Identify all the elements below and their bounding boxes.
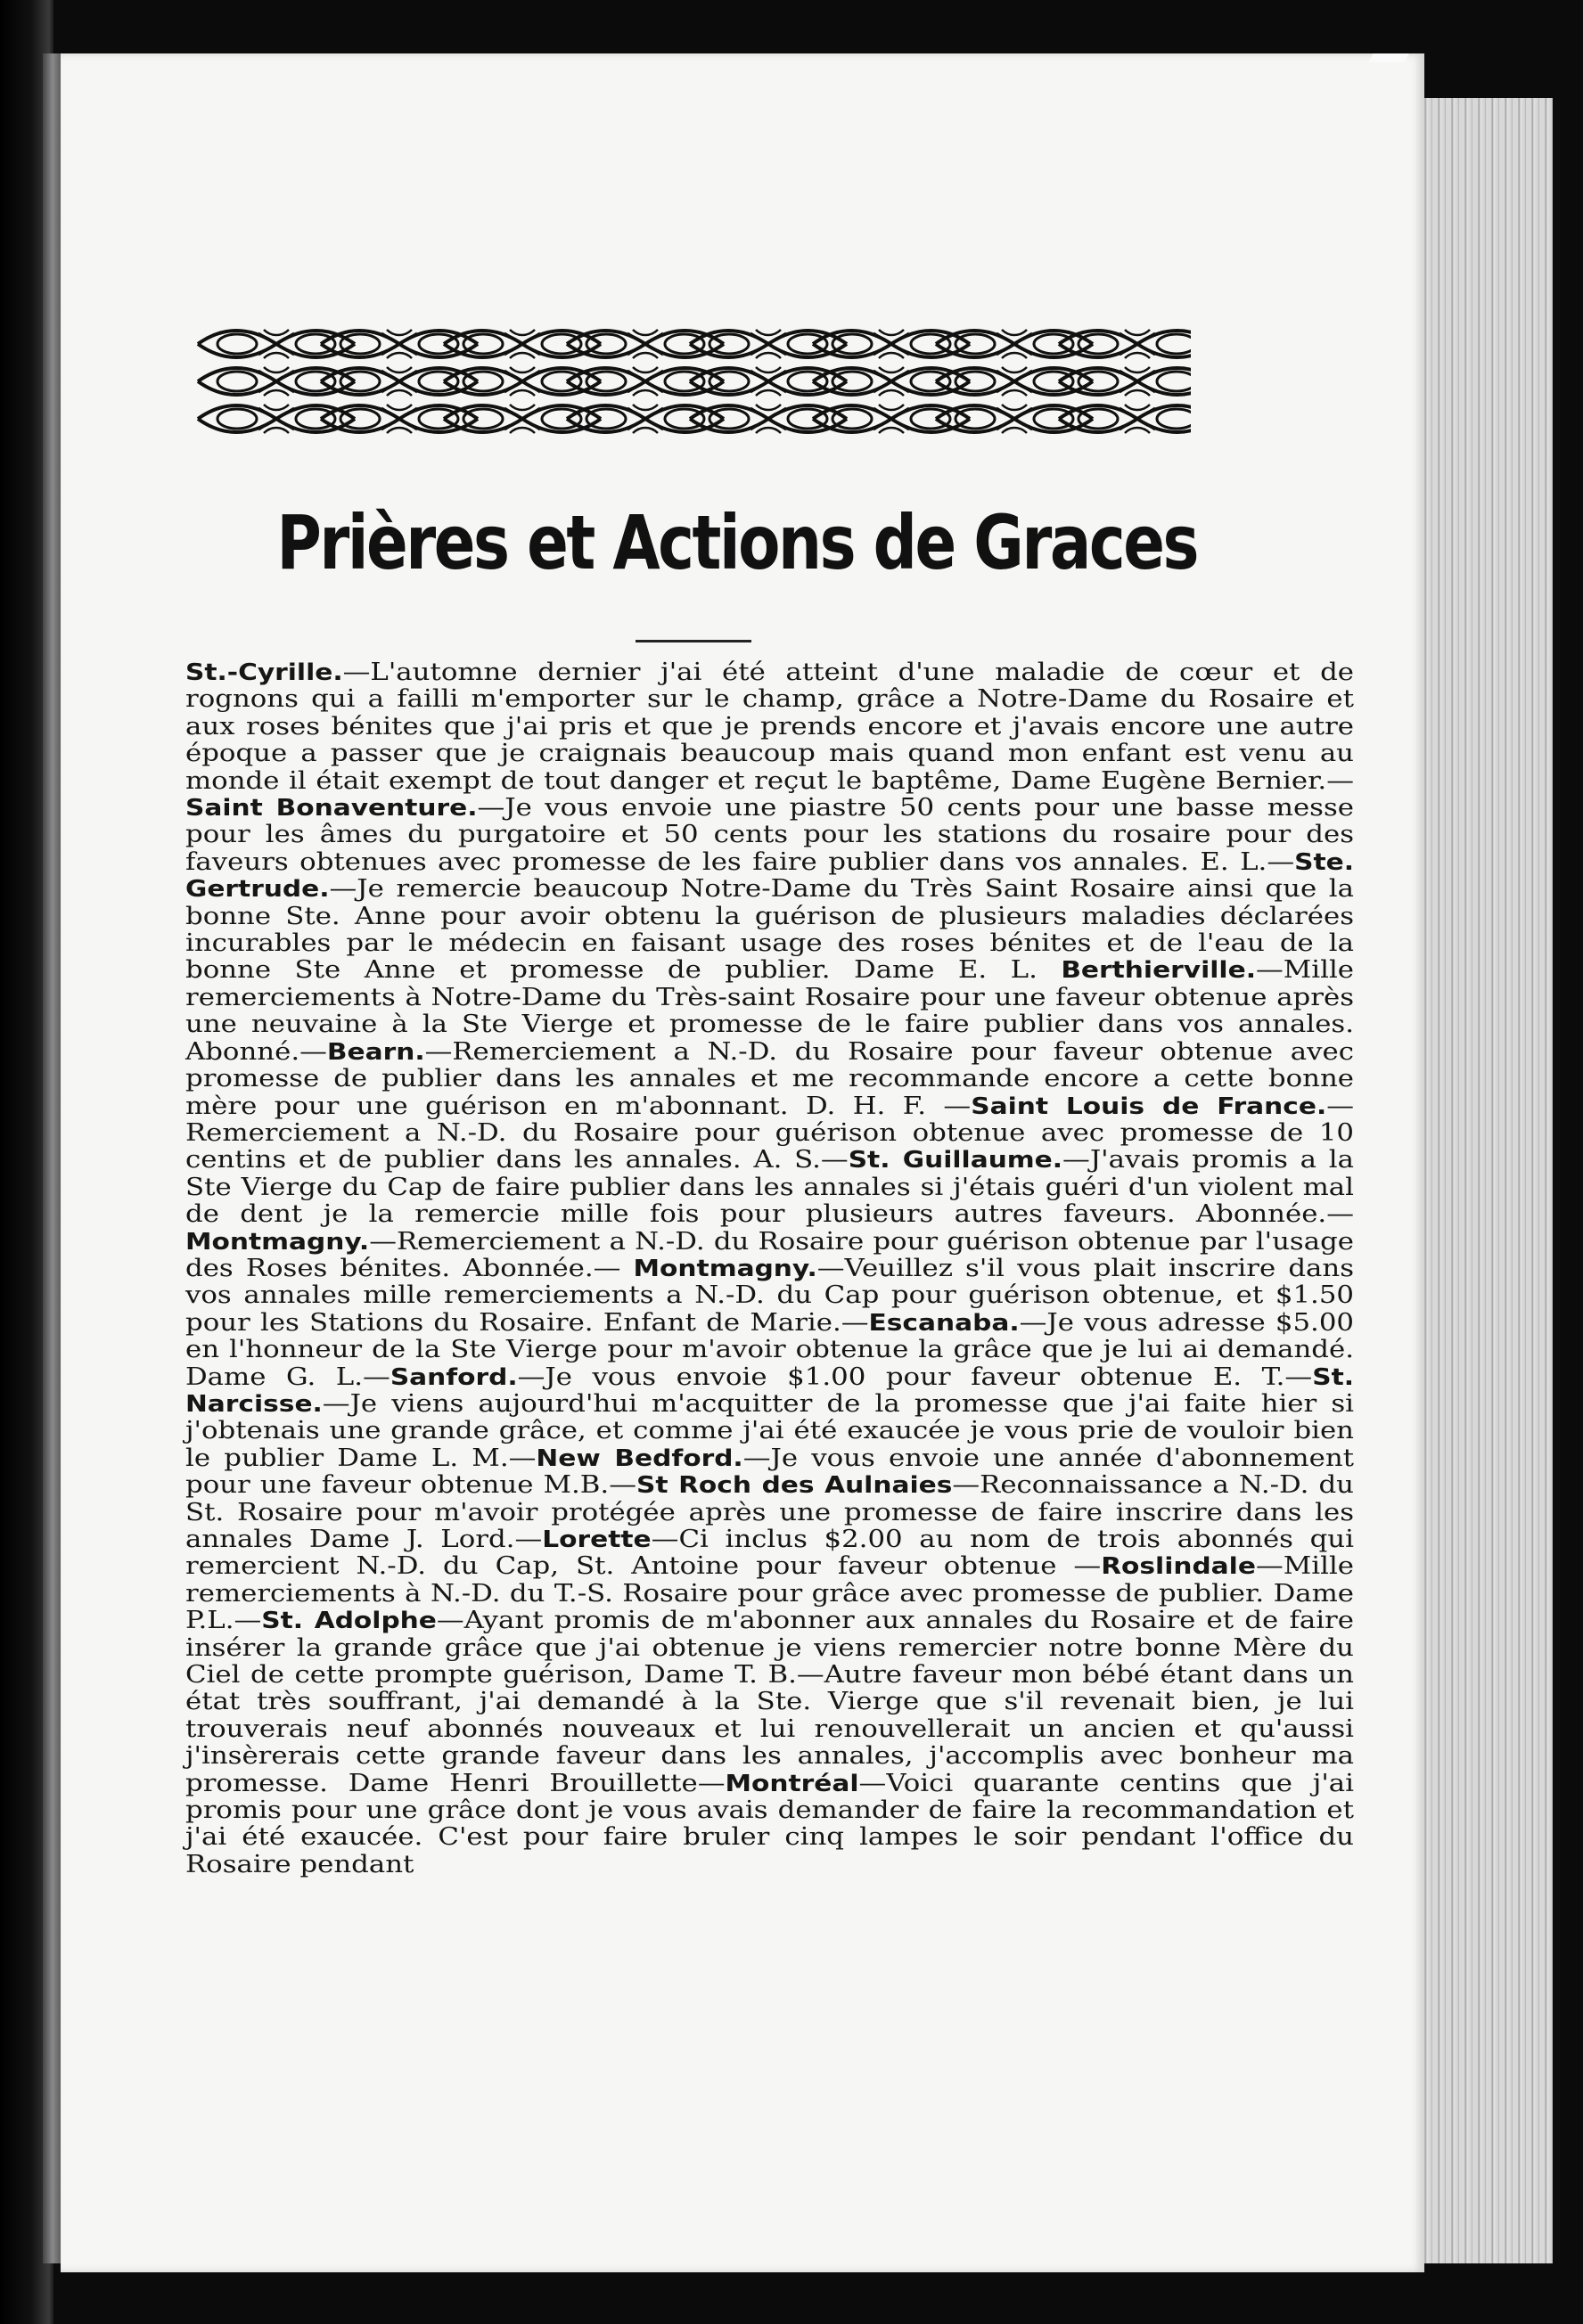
- entry-text: —Remerciement a N.-D. du Rosaire pour guérison obtenue avec promesse de 10 centins et de publier dans les annales. A. S.—: [185, 1092, 1354, 1174]
- entry-text: —Veuillez s'il vous plait inscrire dans vos annales mille remerciements a N.-D. du Cap pour guérison obtenue, et $1.50 pour les Stations du Rosaire. Enfant de Marie.—: [185, 1254, 1354, 1337]
- place-name: St. Narcisse.: [185, 1363, 1354, 1418]
- body-text: [185, 659, 1354, 1878]
- place-name: Bearn.: [326, 1038, 425, 1066]
- entry-text: —Je viens aujourd'hui m'acquitter de la promesse que j'ai faite hier si j'obtenais une grande grâce, et comme j'ai été exaucée je vous prie de vouloir bien le publier Dame L. M.—: [185, 1389, 1354, 1472]
- place-name: Escanaba.: [868, 1309, 1020, 1337]
- decorative-header-ornament: [196, 315, 1191, 467]
- title-divider: [636, 640, 751, 642]
- entry-text: —Je vous adresse $5.00 en l'honneur de la Ste Vierge pour m'avoir obtenue la grâce que je lui ai demandé. Dame G. L.—: [185, 1308, 1354, 1391]
- place-name: Berthierville.: [1061, 957, 1256, 985]
- book-page: [61, 53, 1424, 2272]
- place-name: Saint Bonaventure.: [185, 795, 478, 822]
- place-name: Saint Louis de France.: [971, 1092, 1327, 1120]
- entry-text: —J'avais promis a la Ste Vierge du Cap de faire publier dans les annales si j'étais guéri d'un violent mal de dent je la remercie mille fois pour plusieurs autres faveurs. Abonnée.—: [185, 1146, 1354, 1229]
- place-name: St. Guillaume.: [848, 1147, 1063, 1174]
- place-name: St.-Cyrille.: [185, 659, 343, 686]
- entry-text: —Ci inclus $2.00 au nom de trois abonnés qui remercient N.-D. du Cap, St. Antoine pour faveur obtenue —: [185, 1526, 1354, 1581]
- place-name: St. Adolphe: [261, 1608, 437, 1635]
- entry-text: —Remerciement a N.-D. du Rosaire pour faveur obtenue avec promesse de publier dans les annales et me recommande encore a cette bonne mère pour une guérison en m'abonnant. D. H. F. —: [185, 1037, 1354, 1120]
- entry-text: —Je vous envoie une piastre 50 cents pour une basse messe pour les âmes du purgatoire et 50 cents pour les stations du rosaire pour des faveurs obtenues avec promesse de les faire publier dans vos annales. E. L.—: [185, 794, 1354, 876]
- place-name: Ste. Gertrude.: [185, 848, 1354, 904]
- entry-text: —Remerciement a N.-D. du Rosaire pour guérison obtenue par l'usage des Roses bénites. Abonnée.—: [185, 1227, 1354, 1282]
- entry-text: —Mille remerciements à Notre-Dame du Très-saint Rosaire pour une faveur obtenue après une neuvaine à la Ste Vierge et promesse de le faire publier dans vos annales. Abonné.—: [185, 956, 1354, 1066]
- page-stack-edge: [1417, 98, 1553, 2263]
- page-title: Prières et Actions de Graces: [276, 499, 1198, 586]
- facing-page-edge: [43, 53, 62, 2263]
- entry-text: —Voici quarante centins que j'ai promis pour une grâce dont je vous avais demander de faire la recommandation et j'ai été exaucée. C'est pour faire bruler cinq lampes le soir pendant l'office du Rosaire pendant: [185, 1769, 1354, 1878]
- entry-text: —L'automne dernier j'ai été atteint d'une maladie de cœur et de rognons qui a failli m'emporter sur le champ, grâce a Notre-Dame du Rosaire et aux roses bénites que j'ai pris et que je prends encore et j'avais encore une autre époque a passer que je craignais beaucoup mais quand mon enfant est venu au monde il était exempt de tout danger et reçut le baptême, Dame Eugène Bernier.—: [185, 659, 1354, 795]
- place-name: St Roch des Aulnaies: [636, 1472, 953, 1500]
- entry-text: —Je vous envoie $1.00 pour faveur obtenue E. T.—: [517, 1362, 1313, 1391]
- place-name: Sanford.: [390, 1363, 518, 1391]
- place-name: Montréal: [725, 1770, 859, 1797]
- place-name: Lorette: [542, 1526, 652, 1553]
- entry-text: —Reconnaissance a N.-D. du St. Rosaire pour m'avoir protégée après une promesse de faire inscrire dans les annales Dame J. Lord.—: [185, 1471, 1354, 1553]
- place-name: Roslindale: [1101, 1553, 1256, 1581]
- entry-text: —Je remercie beaucoup Notre-Dame du Très Saint Rosaire ainsi que la bonne Ste. Anne pour avoir obtenu la guérison de plusieurs maladies déclarées incurables par le médecin en faisant usage des roses bénites et de l'eau de la bonne Ste Anne et promesse de publier. Dame E. L.: [185, 875, 1355, 985]
- entry-text: —Mille remerciements à N.-D. du T.-S. Rosaire pour grâce avec promesse de publier. Dame P.L.—: [185, 1552, 1354, 1635]
- entry-text: —Ayant promis de m'abonner aux annales du Rosaire et de faire insérer la grande grâce que j'ai obtenue je viens remercier notre bonne Mère du Ciel de cette prompte guérison, Dame T. B.—Autre faveur mon bébé étant dans un état très souffrant, j'ai demandé à la Ste. Vierge que s'il revenait bien, je lui trouverais neuf abonnés nouveaux et lui renouvellerait un ancien et qu'aussi j'insèrerais cette grande faveur dans les annales, j'accomplis avec bonheur ma promesse. Dame Henri Brouillette—: [185, 1607, 1354, 1797]
- place-name: Montmagny.: [633, 1255, 817, 1282]
- corner-mark: [1368, 53, 1409, 62]
- place-name: Montmagny.: [185, 1228, 370, 1256]
- entry-text: —Je vous envoie une année d'abonnement pour une faveur obtenue M.B.—: [185, 1444, 1355, 1500]
- place-name: New Bedford.: [536, 1444, 743, 1472]
